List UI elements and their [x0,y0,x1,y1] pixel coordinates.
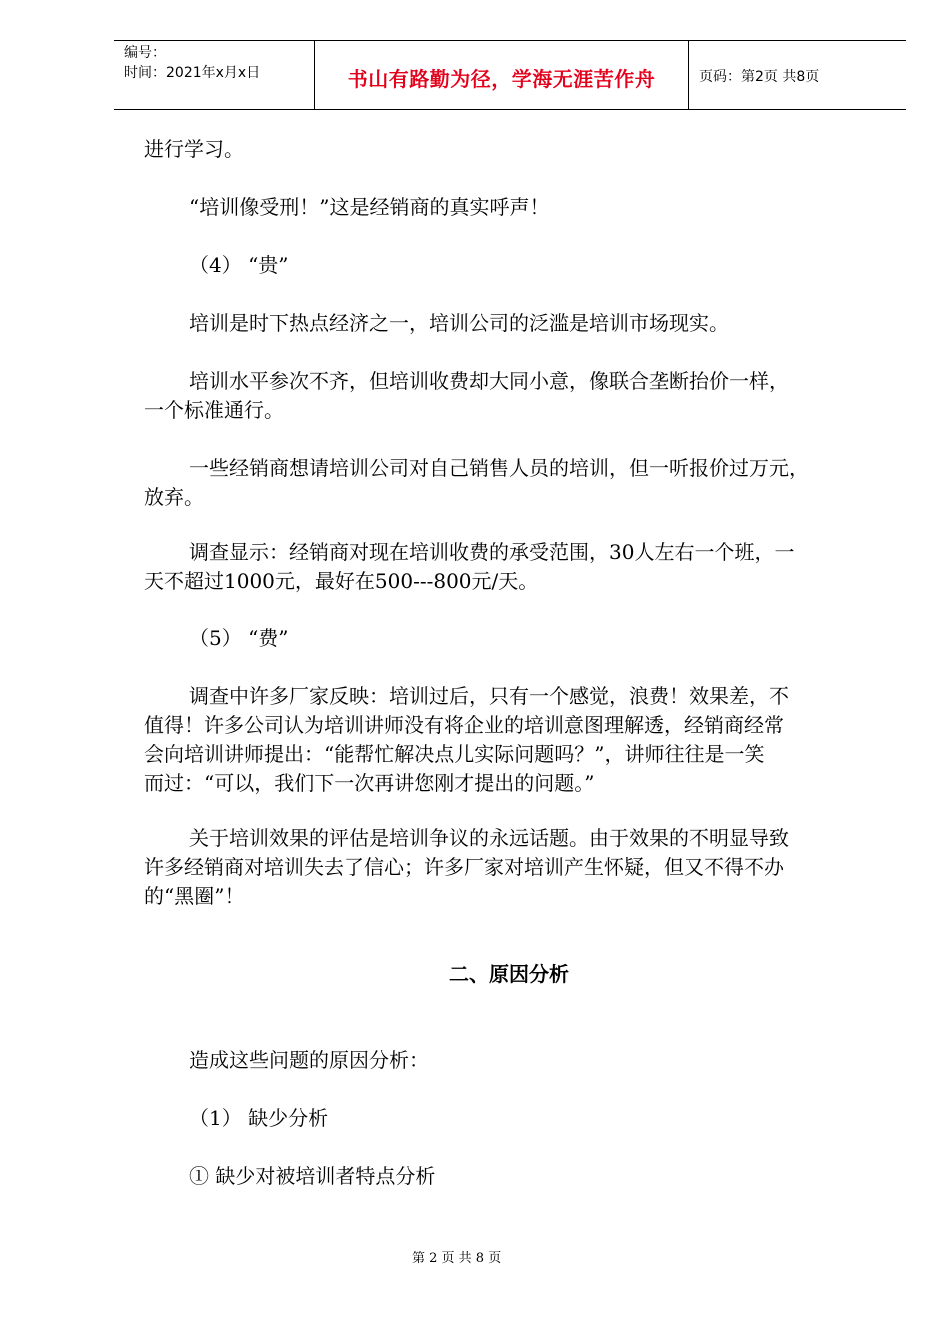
paragraph: 一些经销商想请培训公司对自己销售人员的培训，但一听报价过万元， 放弃。 [144,456,809,509]
paragraph: 关于培训效果的评估是培训争议的永远话题。由于效果的不明显导致 许多经销商对培训失去了信心；许多厂家对培训产生怀疑，但又不得不办 的“黑圈”！ [144,826,789,908]
header-motto: 书山有路勤为径，学海无涯苦作舟 [315,41,689,109]
document-number-label: 编号： [124,45,166,61]
paragraph: 调查显示：经销商对现在培训收费的承受范围，30人左右一个班，一 天不超过1000元，最好在500---800元/天。 [144,540,795,593]
paragraph: 进行学习。 [144,137,244,161]
paragraph: 造成这些问题的原因分析： [189,1048,429,1072]
header-meta [114,41,315,109]
page-footer: 第 2 页 共 8 页 [412,1251,502,1266]
paragraph: “培训像受刑！”这是经销商的真实呼声！ [189,195,550,219]
paragraph: 培训水平参次不齐，但培训收费却大同小意，像联合垄断抬价一样， 一个标准通行。 [144,369,789,422]
paragraph: 调查中许多厂家反映：培训过后，只有一个感觉，浪费！效果差，不 值得！许多公司认为培训讲师没有将企业的培训意图理解透，经销商经常 会向培训讲师提出：“能帮忙解决点儿实际问题吗？”，讲师往往是一笑 而过：“可以，我们下一次再讲您刚才提出的问题。” [144,684,789,795]
paragraph: 培训是时下热点经济之一，培训公司的泛滥是培训市场现实。 [189,311,729,335]
list-item: ① 缺少对被培训者特点分析 [189,1164,436,1188]
subsection-title: （1） 缺少分析 [189,1106,329,1130]
document-date-label: 时间：2021年x月x日 [124,65,261,81]
subsection-title: （5） “费” [189,626,289,650]
section-heading: 二、原因分析 [449,962,569,986]
header-page-info: 页码：第2页 共8页 [699,69,820,85]
page-header [114,40,906,110]
subsection-title: （4） “贵” [189,253,289,277]
